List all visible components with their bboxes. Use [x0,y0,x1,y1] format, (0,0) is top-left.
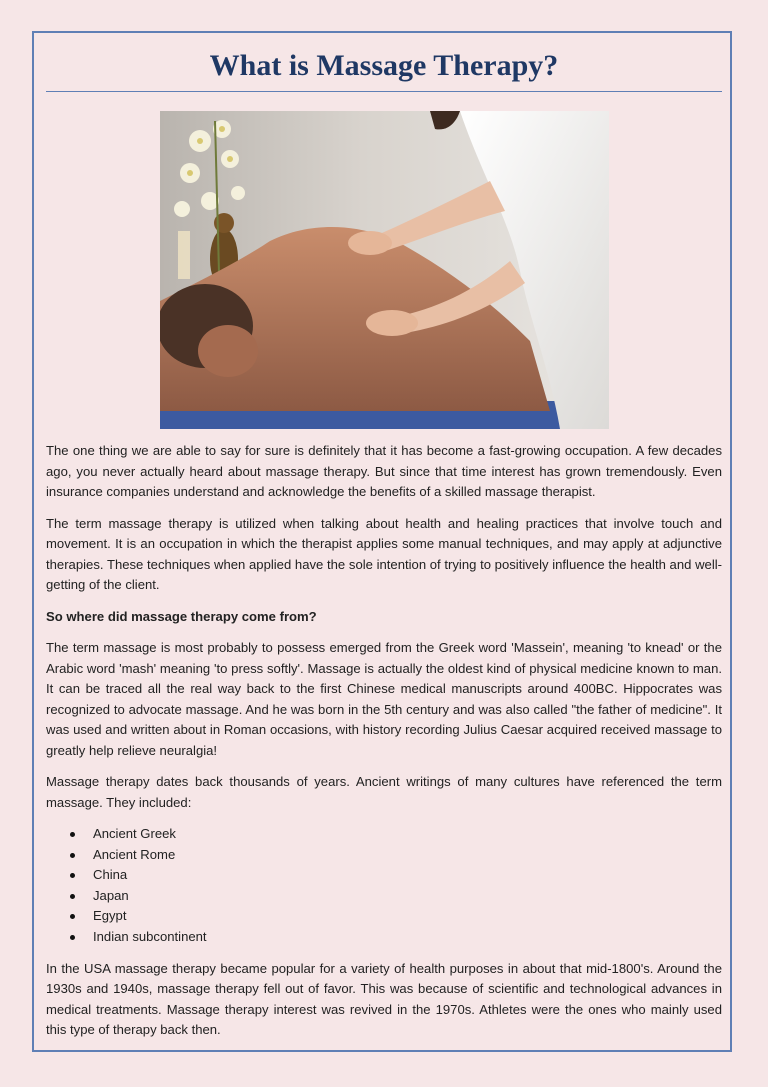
list-item [93,906,722,927]
list-item [93,865,722,886]
list-item-label: Ancient Greek [93,826,176,841]
massage-photo-illustration [160,111,609,429]
cultures-intro-paragraph: Massage therapy dates back thousands of years. Ancient writings of many cultures have referenced the term massage. They included: [46,774,722,810]
cultures-list [46,824,722,948]
definition-paragraph: The term massage therapy is utilized when talking about health and healing practices that involve touch and movement. It is an occupation in which the therapist applies some manual techniques, and may apply at adjunctive therapies. These techniques when applied have the sole intention of trying to positively influence the health and well-getting of the client. [46,515,722,592]
bullet-icon [70,894,75,899]
list-item-label: Ancient Rome [93,846,176,862]
list-item-label: China [93,867,128,883]
list-item [93,845,722,866]
massage-photo [160,111,609,429]
title-underline [46,91,722,92]
page-title: What is Massage Therapy? [209,49,559,82]
bullet-icon [70,935,75,940]
list-item-label: Egypt [93,908,127,924]
section-heading: So where did massage therapy come from? [46,608,317,624]
list-item [93,824,722,845]
closing-paragraph: In the USA massage therapy became popular for a variety of health purposes in about that mid-1800's. Around the 1930s and 1940s, massage therapy fell out of favor. This was because of scientific and technological advances in medical treatments. Massage therapy interest was revived in the 1970s. Athletes were the ones who mainly used this type of therapy back then. [46,960,722,1038]
bullet-icon [70,853,75,858]
list-item-label: Indian subcontinent [93,928,207,944]
list-item [93,927,722,948]
list-item-label: Japan [93,887,129,903]
bullet-icon [70,873,75,878]
origin-paragraph: The term massage is most probably to possess emerged from the Greek word 'Massein', meaning 'to knead' or the Arabic word 'mash' meaning 'to press softly'. Massage is actually the oldest kind of physical medicine known to man. It can be traced all the real way back to the first Chinese medical manuscripts around 400BC. Hippocrates was recognized to advocate massage. And he was born in the 5th century and was also called "the father of medicine". It was used and written about in Roman occasions, with history recording Julius Caesar acquired received massage to greatly help relieve neuralgia! [46,640,722,758]
article-body [46,441,722,1052]
list-item [93,886,722,907]
intro-paragraph: The one thing we are able to say for sure is definitely that it has become a fast-growing occupation. A few decades ago, you never actually heard about massage therapy. But since that time interest has grown tremendously. Even insurance companies understand and acknowledge the benefits of a skilled massage therapist. [46,443,722,499]
bullet-icon [70,832,75,837]
bullet-icon [70,914,75,919]
